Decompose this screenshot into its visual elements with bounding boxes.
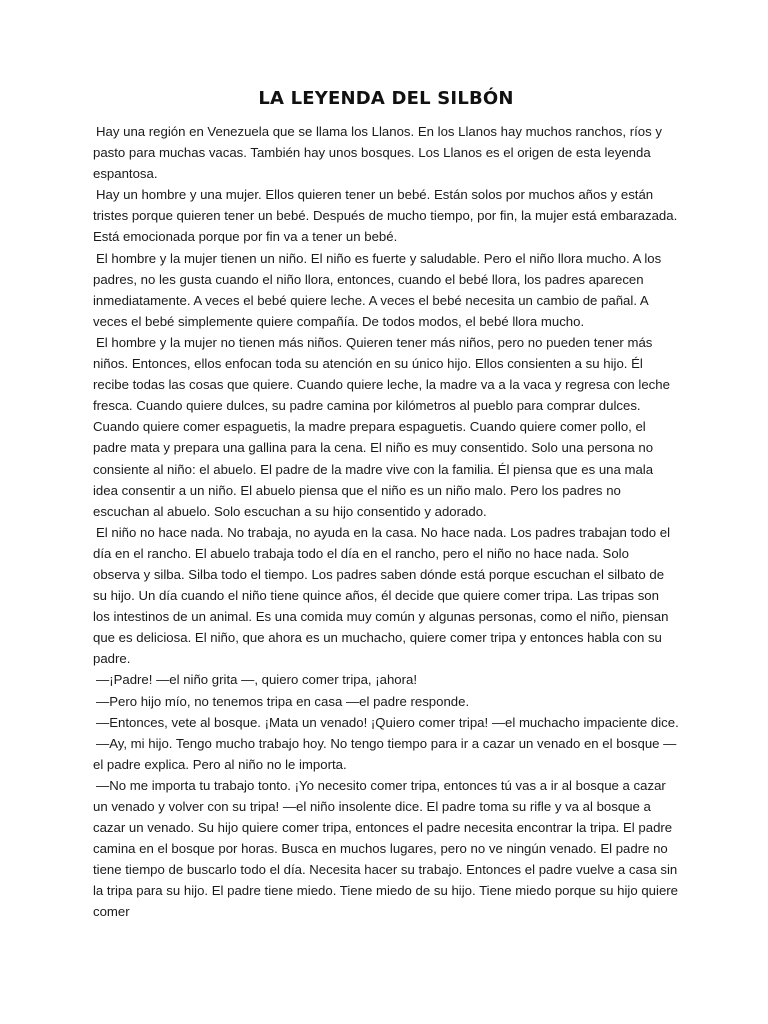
- dialogue-line-4: —Ay, mi hijo. Tengo mucho trabajo hoy. No tengo tiempo para ir a cazar un venado en el bosque —el padre explica. Pero al niño no le importa.: [93, 735, 677, 772]
- paragraph-intro-llanos: Hay una región en Venezuela que se llama los Llanos. En los Llanos hay muchos ranchos, ríos y pasto para muchas vacas. También hay unos bosques. Los Llanos es el origen de esta leyenda espantosa.: [93, 124, 662, 182]
- paragraph-father-hunts: —No me importa tu trabajo tonto. ¡Yo necesito comer tripa, entonces tú vas a ir al bosque a cazar un venado y volver con su tripa! —el niño insolente dice. El padre toma su rifle y va al bosque a cazar un venado. Su hijo quiere comer tripa, entonces el padre necesita encontrar la tripa. El padre camina en el bosque por horas. Busca en muchos lugares, pero no ve ningún venado. El padre no tiene tiempo de buscarlo todo el día. Necesita hacer su trabajo. Entonces el padre vuelve a casa sin la tripa para su hijo. El padre tiene miedo. Tiene miedo de su hijo. Tiene miedo porque su hijo quiere comer: [93, 777, 679, 920]
- dialogue-line-3: —Entonces, vete al bosque. ¡Mata un venado! ¡Quiero comer tripa! —el muchacho impaciente dice.: [96, 714, 679, 730]
- paragraph-couple-wants-baby: Hay un hombre y una mujer. Ellos quieren tener un bebé. Están solos por muchos años y están tristes porque quieren tener un bebé. Después de mucho tiempo, por fin, la mujer está embarazada. Está emocionada porque por fin va a tener un bebé.: [93, 187, 678, 245]
- paragraph-spoiled-son: El hombre y la mujer no tienen más niños. Quieren tener más niños, pero no pueden tener más niños. Entonces, ellos enfocan toda su atención en su único hijo. Ellos consienten a su hijo. Él recibe todas las cosas que quiere. Cuando quiere leche, la madre va a la vaca y regresa con leche fresca. Cuando quiere dulces, su padre camina por kilómetros al pueblo para comprar dulces. Cuando quiere comer espaguetis, la madre prepara espaguetis. Cuando quiere comer pollo, el padre mata y prepara una gallina para la cena. El niño es muy consentido. Solo una persona no consiente al niño: el abuelo. El padre de la madre vive con la familia. Él piensa que es una mala idea consentir a un niño. El abuelo piensa que el niño es un niño malo. Pero los padres no escuchan al abuelo. Solo escuchan a su hijo consentido y adorado.: [93, 334, 670, 519]
- paragraph-baby-cries: El hombre y la mujer tienen un niño. El niño es fuerte y saludable. Pero el niño llora mucho. A los padres, no les gusta cuando el niño llora, entonces, cuando el bebé llora, los padres aparecen inmediatamente. A veces el bebé quiere leche. A veces el bebé necesita un cambio de pañal. A veces el bebé simplemente quiere compañía. De todos modos, el bebé llora mucho.: [93, 250, 662, 329]
- document-page: [93, 88, 679, 923]
- dialogue-line-2: —Pero hijo mío, no tenemos tripa en casa —el padre responde.: [96, 693, 470, 709]
- dialogue-line-1: —¡Padre! —el niño grita —, quiero comer tripa, ¡ahora!: [96, 672, 418, 688]
- document-body: [93, 121, 679, 923]
- document-title: LA LEYENDA DEL SILBÓN: [258, 88, 514, 109]
- paragraph-boy-does-nothing: El niño no hace nada. No trabaja, no ayuda en la casa. No hace nada. Los padres trabajan todo el día en el rancho. El abuelo trabaja todo el día en el rancho, pero el niño no hace nada. Solo observa y silba. Silba todo el tiempo. Los padres saben dónde está porque escuchan el silbato de su hijo. Un día cuando el niño tiene quince años, él decide que quiere comer tripa. Las tripas son los intestinos de un animal. Es una comida muy común y algunas personas, como el niño, piensan que es deliciosa. El niño, que ahora es un muchacho, quiere comer tripa y entonces habla con su padre.: [93, 524, 671, 667]
